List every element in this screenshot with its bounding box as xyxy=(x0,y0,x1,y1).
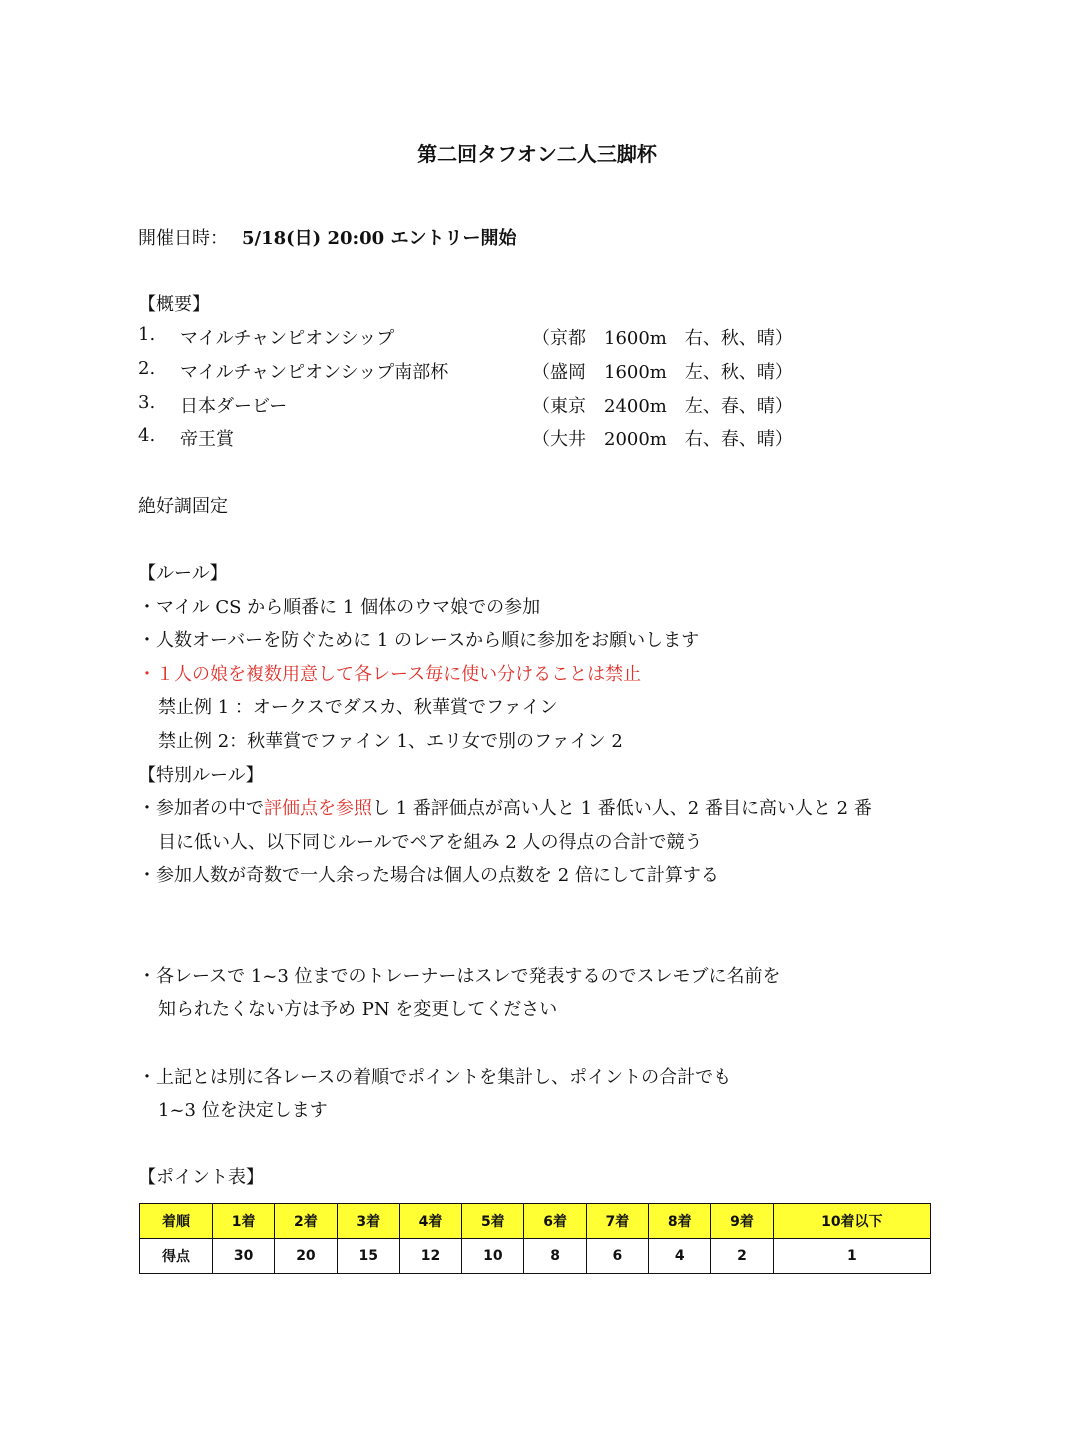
note-continuation: 1~3 位を決定します xyxy=(158,1100,328,1121)
table-cell: 得点 xyxy=(140,1239,213,1274)
race-number: 2. xyxy=(138,358,156,379)
schedule-value: 5/18(日) 20:00 エントリー開始 xyxy=(242,228,517,249)
schedule-label: 開催日時： xyxy=(138,228,228,249)
table-cell: 4 xyxy=(649,1239,711,1274)
special-rule-suffix: し 1 番評価点が高い人と 1 番低い人、2 番目に高い人と 2 番 xyxy=(372,798,872,819)
overview-heading: 【概要】 xyxy=(138,294,210,315)
prohibited-example: 禁止例 2：秋華賞でファイン 1、エリ女で別のファイン 2 xyxy=(158,731,623,752)
table-cell: 10 xyxy=(462,1239,524,1274)
page-title: 第二回タフオン二人三脚杯 xyxy=(417,142,657,166)
header-cell: 8着 xyxy=(649,1204,711,1239)
table-cell: 30 xyxy=(212,1239,274,1274)
special-rule-item xyxy=(138,794,872,820)
special-rule-highlight: 評価点を参照 xyxy=(264,798,372,819)
race-detail: （大井 2000m 右、春、晴） xyxy=(532,429,793,450)
rules-heading: 【ルール】 xyxy=(138,563,228,584)
table-header-row xyxy=(140,1204,931,1239)
header-cell: 着順 xyxy=(140,1204,213,1239)
table-cell: 20 xyxy=(275,1239,337,1274)
header-cell: 2着 xyxy=(275,1204,337,1239)
rule-item: ・人数オーバーを防ぐために 1 のレースから順に参加をお願いします xyxy=(138,630,700,651)
special-rule-prefix: ・参加者の中で xyxy=(138,798,264,819)
special-rule-continuation: 目に低い人、以下同じルールでペアを組み 2 人の得点の合計で競う xyxy=(158,832,703,853)
rule-item-prohibited: ・１人の娘を複数用意して各レース毎に使い分けることは禁止 xyxy=(138,664,642,685)
table-cell: 2 xyxy=(711,1239,773,1274)
special-rules-heading: 【特別ルール】 xyxy=(138,765,264,786)
schedule-line xyxy=(138,224,516,250)
header-cell: 5着 xyxy=(462,1204,524,1239)
note-item: ・各レースで 1~3 位までのトレーナーはスレで発表するのでスレモブに名前を xyxy=(138,966,781,987)
header-cell: 9着 xyxy=(711,1204,773,1239)
rule-item: ・マイル CS から順番に 1 個体のウマ娘での参加 xyxy=(138,597,541,618)
table-cell: 1 xyxy=(773,1239,930,1274)
special-rule-item: ・参加人数が奇数で一人余った場合は個人の点数を 2 倍にして計算する xyxy=(138,865,719,886)
race-name: マイルチャンピオンシップ xyxy=(180,328,395,349)
note-item: ・上記とは別に各レースの着順でポイントを集計し、ポイントの合計でも xyxy=(138,1067,732,1088)
race-number: 3. xyxy=(138,392,156,413)
header-cell: 7着 xyxy=(586,1204,648,1239)
race-number: 1. xyxy=(138,324,156,345)
race-name: 日本ダービー xyxy=(180,396,288,417)
condition-note: 絶好調固定 xyxy=(138,496,228,517)
race-name: 帝王賞 xyxy=(180,429,234,450)
race-number: 4. xyxy=(138,425,156,446)
points-table xyxy=(139,1203,931,1274)
table-cell: 15 xyxy=(337,1239,399,1274)
header-cell: 1着 xyxy=(212,1204,274,1239)
race-detail: （東京 2400m 左、春、晴） xyxy=(532,396,793,417)
prohibited-example: 禁止例 1 ：オークスでダスカ、秋華賞でファイン xyxy=(158,697,558,718)
header-cell: 3着 xyxy=(337,1204,399,1239)
table-cell: 12 xyxy=(399,1239,461,1274)
table-row xyxy=(140,1239,931,1274)
race-detail: （盛岡 1600m 左、秋、晴） xyxy=(532,362,793,383)
points-table-heading: 【ポイント表】 xyxy=(138,1167,264,1188)
header-cell: 4着 xyxy=(399,1204,461,1239)
table-cell: 8 xyxy=(524,1239,586,1274)
note-continuation: 知られたくない方は予め PN を変更してください xyxy=(158,999,558,1020)
header-cell: 6着 xyxy=(524,1204,586,1239)
race-detail: （京都 1600m 右、秋、晴） xyxy=(532,328,793,349)
race-name: マイルチャンピオンシップ南部杯 xyxy=(180,362,449,383)
header-cell: 10着以下 xyxy=(773,1204,930,1239)
table-cell: 6 xyxy=(586,1239,648,1274)
